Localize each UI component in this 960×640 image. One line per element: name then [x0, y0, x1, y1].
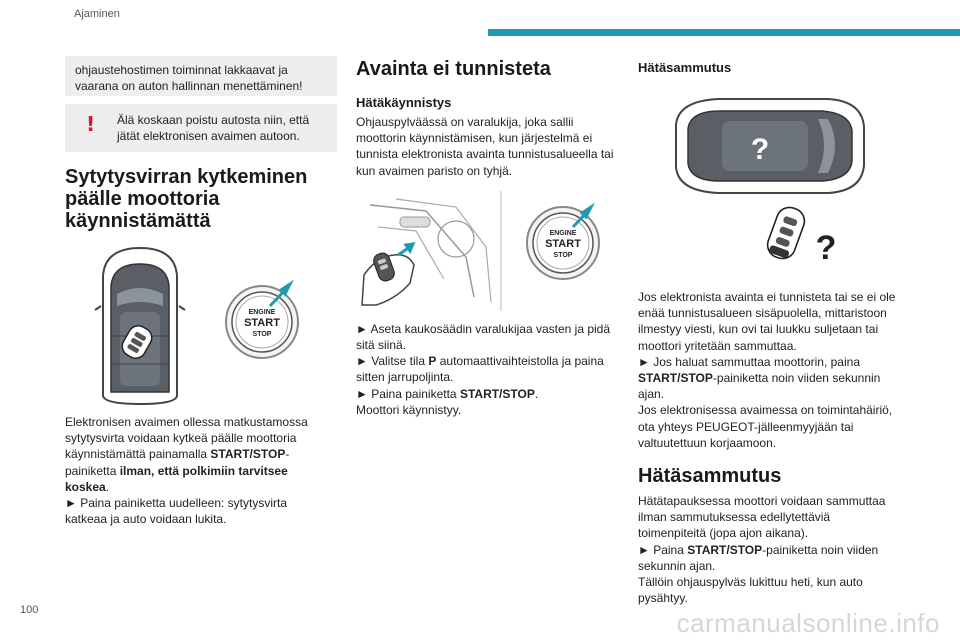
section-header: Ajaminen — [74, 8, 120, 20]
warning-box — [65, 104, 337, 152]
text-line: Elektronisen avaimen ollessa matkustamossa — [65, 415, 308, 429]
question-mark-icon: ? — [815, 229, 837, 267]
emergency-start-paragraph — [356, 114, 621, 179]
step-text: automaattivaihteistolla ja paina — [439, 354, 604, 369]
button-label-start: START — [244, 317, 280, 329]
step-text: ► Paina painiketta — [356, 386, 457, 401]
text-line: moottorin käynnistämisen, kun järjestelmä ei — [356, 131, 593, 146]
section-heading-key-not-detected: Avainta ei tunnisteta — [356, 58, 551, 80]
step-text: ► Jos haluat sammuttaa moottorin, paina — [638, 354, 860, 369]
column-right — [638, 56, 903, 606]
bold-term: ilman, että polkimiin tarvitsee — [119, 463, 288, 478]
car-top-view-illustration — [65, 246, 337, 406]
text-line: Ohjauspylväässä on varalukija, joka sallii — [356, 115, 574, 129]
text-line: enää tunnistusalueen sisäpuolella, mittaristoon — [638, 306, 887, 321]
section-heading-ignition — [65, 166, 337, 232]
engine-start-button-illustration-2 — [527, 207, 599, 279]
heading-line: Sytytysvirran kytkeminen — [65, 166, 308, 188]
text-line: toimenpiteitä (jopa ajon aikana). — [638, 526, 809, 541]
backup-reader-illustration — [356, 187, 621, 315]
bold-term: START/STOP — [210, 447, 286, 462]
text-line: ilmestyy viesti, kun ovi tai luukku suljetaan tai — [638, 322, 879, 337]
text-line: -painiketta noin viiden sekunnin — [712, 371, 881, 386]
question-mark-icon: ? — [750, 133, 770, 166]
heading-line: päälle moottoria — [65, 188, 220, 210]
text-line: -painiketta noin viiden — [762, 542, 879, 557]
text-line: tunnista elektronista avainta tunnistusalueella tai — [356, 147, 614, 162]
illustration-car-key-start — [65, 246, 337, 406]
subheading-emergency-start: Hätäkäynnistys — [356, 95, 452, 110]
button-label-engine: ENGINE — [248, 309, 276, 316]
button-label-start: START — [545, 237, 581, 250]
step-text: ► Paina — [638, 542, 684, 557]
step-text: . — [534, 386, 539, 401]
text-line: painiketta — [65, 463, 117, 478]
car-unknown-key-illustration — [638, 87, 903, 267]
text-line: . — [105, 479, 110, 494]
bold-term: START/STOP — [687, 542, 763, 557]
text-line: valtuutettuun korjaamoon. — [638, 435, 777, 450]
step-text: katkeaa ja auto voidaan lukita. — [65, 512, 227, 527]
button-label-stop: STOP — [252, 331, 272, 338]
button-label-engine: ENGINE — [549, 229, 577, 237]
bold-term: START/STOP — [459, 386, 535, 401]
warning-text: Älä koskaan poistu autosta niin, että jätät elektronisen avaimen autoon. — [117, 113, 310, 143]
step-text: sitten jarrupoljinta. — [356, 370, 454, 385]
text-line: Tällöin ohjauspylväs lukittuu heti, kun auto — [638, 575, 863, 590]
step-text: sitä siinä. — [356, 338, 407, 353]
step-text: Moottori käynnistyy. — [356, 402, 462, 417]
engine-start-button-illustration — [226, 284, 298, 358]
watermark: carmanualsonline.info — [676, 608, 940, 638]
heading-line: käynnistämättä — [65, 210, 211, 232]
section-heading-emergency-stop: Hätäsammutus — [638, 465, 782, 488]
warning-continuation-text: ohjaustehostimen toiminnat lakkaavat ja vaarana on auton hallinnan menettäminen! — [75, 63, 303, 93]
emergency-stop-paragraph — [638, 289, 903, 451]
button-label-stop: STOP — [553, 251, 573, 259]
column-left — [65, 56, 337, 527]
emergency-start-steps — [356, 321, 621, 418]
step-text: ► Valitse tila — [356, 354, 426, 369]
text-line: - — [285, 447, 290, 462]
bold-term: koskea — [65, 479, 106, 494]
text-line: ota yhteys PEUGEOT-jälleenmyyjään tai — [638, 419, 854, 434]
step-text: ► Paina painiketta uudelleen: sytytysvirta — [65, 496, 287, 511]
text-line: moottori yritetään sammuttaa. — [638, 338, 797, 353]
text-line: sytytysvirta voidaan kytkeä päälle moottoria — [65, 431, 297, 446]
text-line: kun avaimen paristo on tyhjä. — [356, 163, 513, 178]
illustration-backup-reader — [356, 187, 621, 315]
bold-term: P — [428, 354, 437, 369]
column-middle — [356, 56, 621, 418]
ignition-paragraph — [65, 414, 337, 527]
illustration-key-not-found — [638, 87, 903, 267]
step-text: ► Aseta kaukosäädin varalukijaa vasten ja pidä — [356, 321, 611, 336]
bold-term: START/STOP — [638, 371, 713, 386]
emergency-stop-procedure — [638, 493, 903, 606]
header-accent-bar — [488, 29, 960, 36]
text-line: sekunnin ajan. — [638, 558, 716, 573]
text-line: Jos elektronista avainta ei tunnisteta tai se ei ole — [638, 290, 896, 304]
text-line: Hätätapauksessa moottori voidaan sammuttaa — [638, 494, 886, 509]
subheading-emergency-stop: Hätäsammutus — [638, 60, 732, 75]
page-number: 100 — [20, 604, 39, 616]
text-line: käynnistämättä painamalla — [65, 447, 208, 462]
text-line: ilman sammutuksessa edellytettäviä — [638, 510, 831, 525]
warning-icon: ! — [86, 112, 96, 136]
text-line: pysähtyy. — [638, 591, 688, 606]
text-line: ajan. — [638, 387, 665, 402]
text-line: Jos elektronisessa avaimessa on toimintahäiriö, — [638, 403, 893, 418]
warning-continuation-box — [65, 56, 337, 96]
